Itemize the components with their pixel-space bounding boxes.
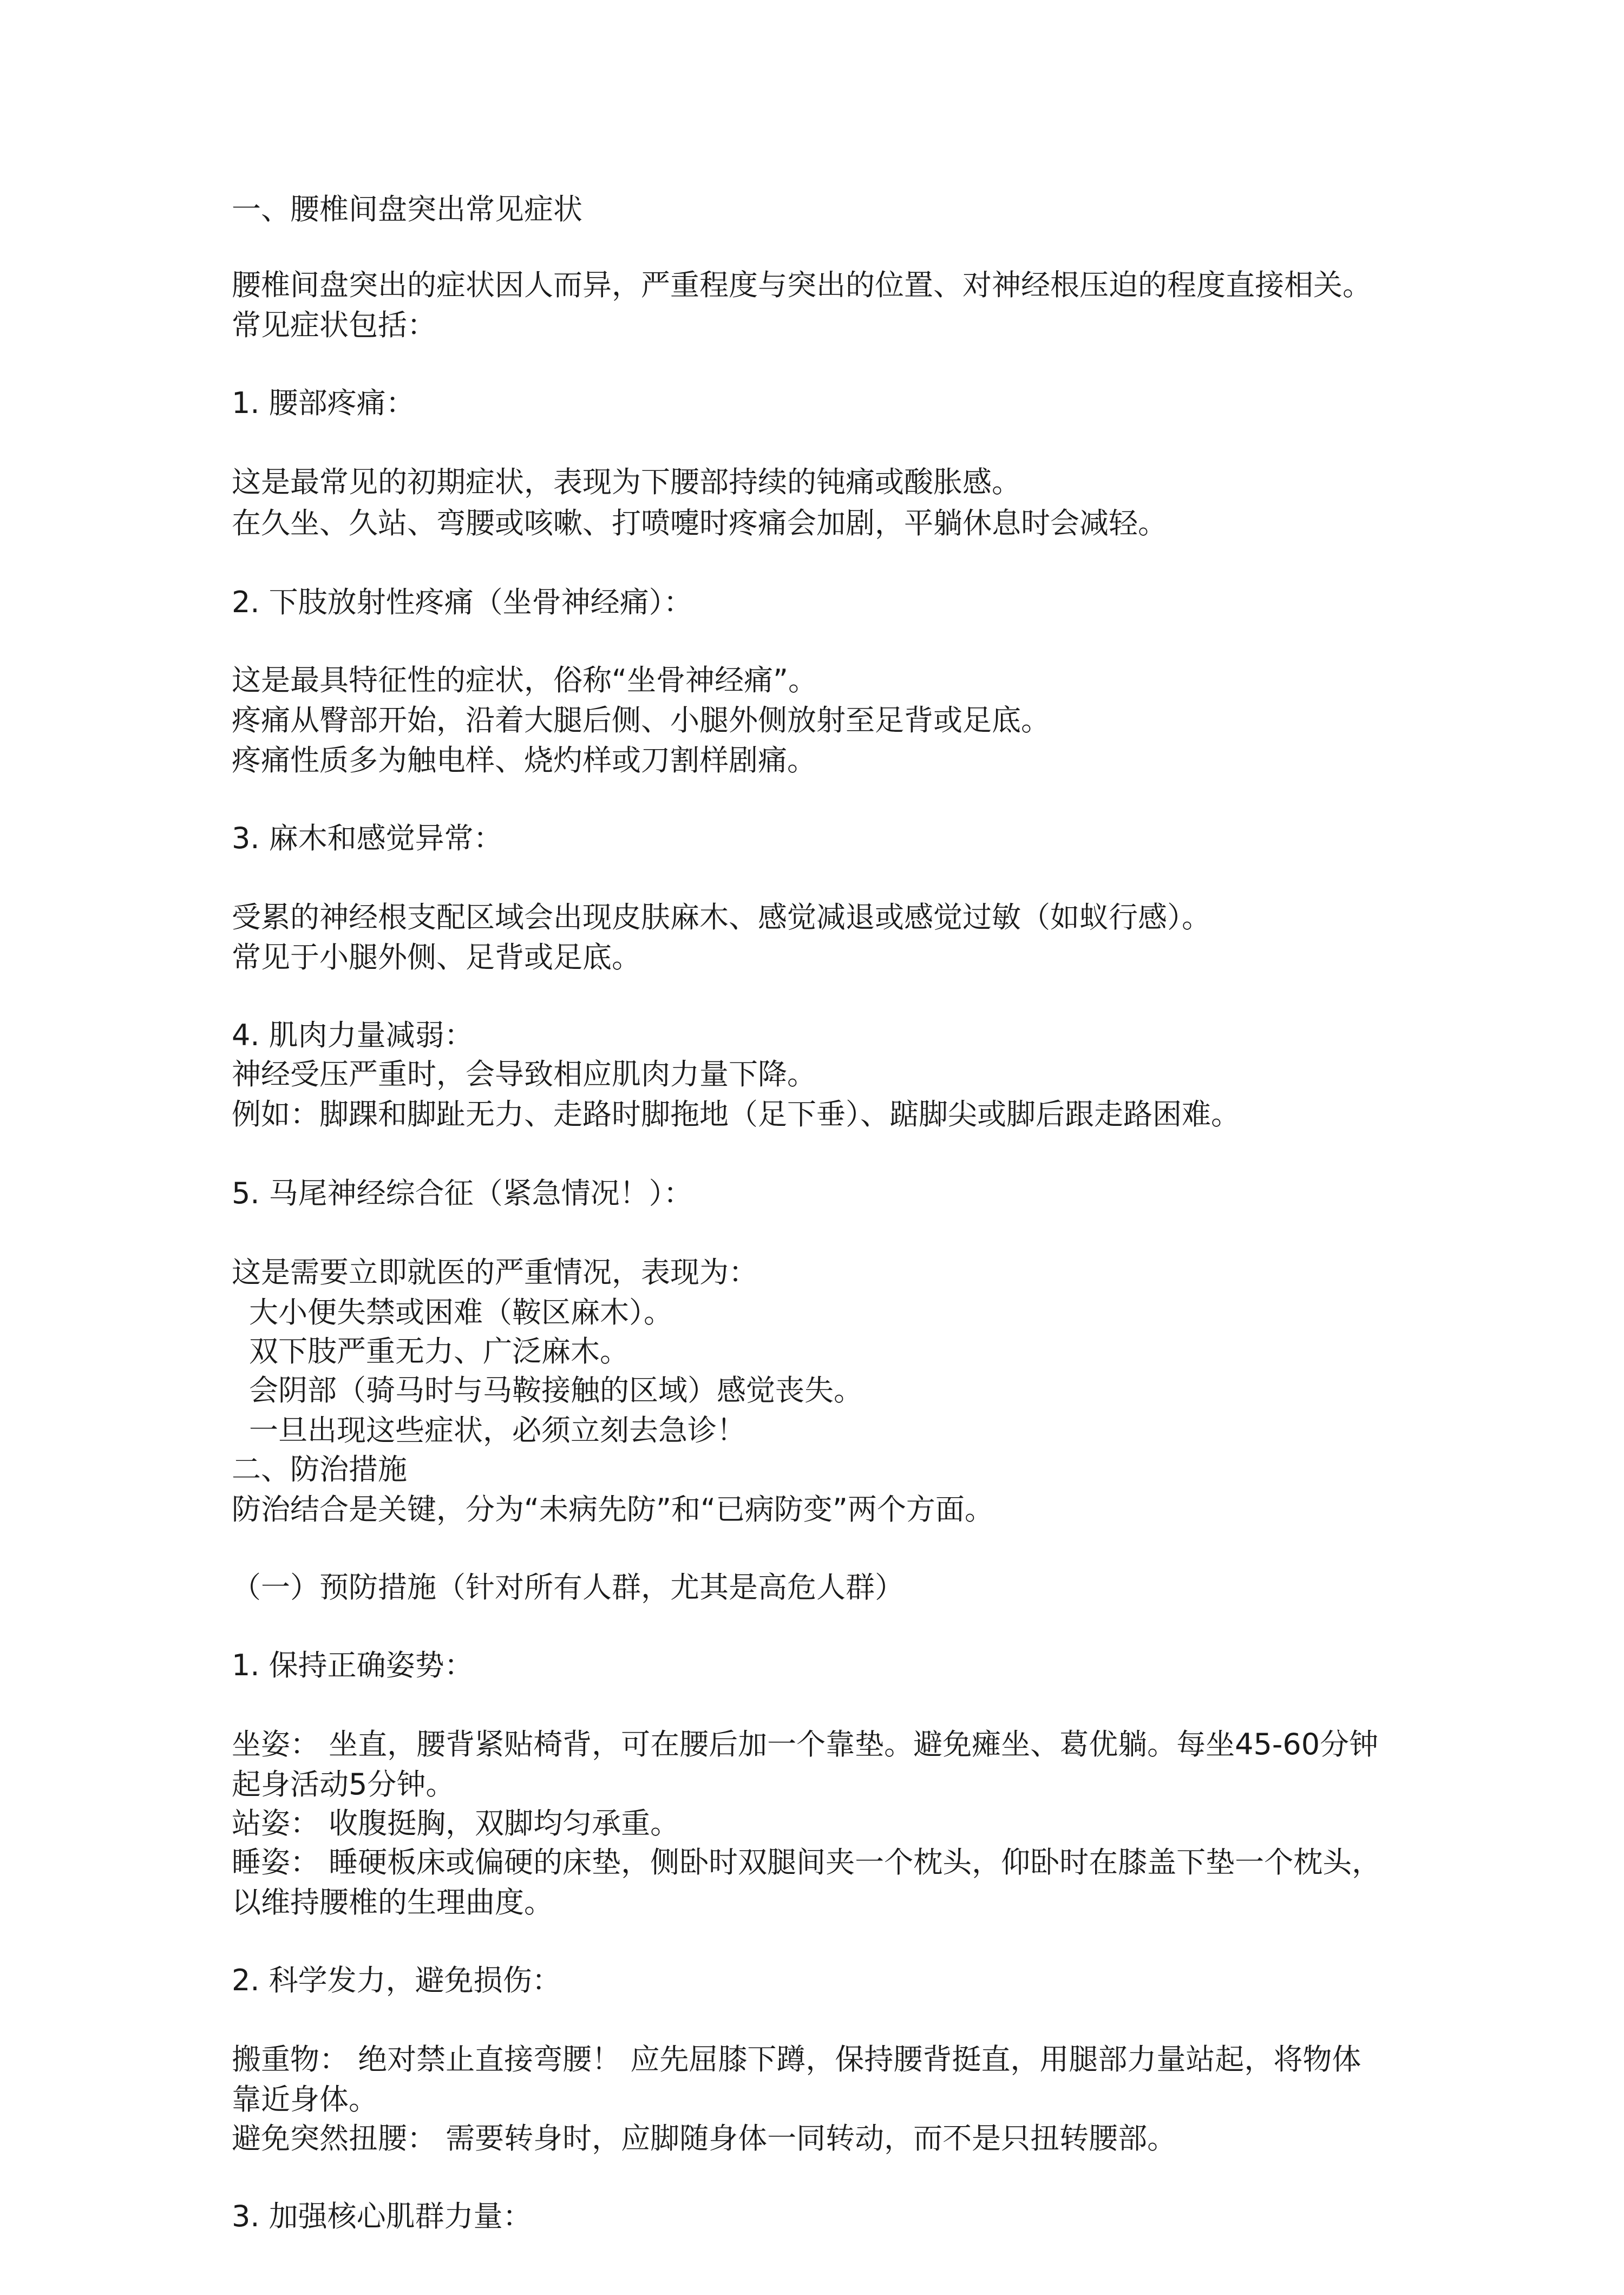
indented-line: 一旦出现这些症状，必须立刻去急诊！ <box>249 1413 746 1447</box>
symptom-heading-weakness: 4. 肌肉力量减弱： <box>232 1018 474 1052</box>
item-heading-posture: 1. 保持正确姿势： <box>232 1648 474 1682</box>
paragraph-line: 在久坐、久站、弯腰或咳嗽、打喷嚏时疼痛会加剧，平躺休息时会减轻。 <box>232 506 1167 540</box>
paragraph-line: 以维持腰椎的生理曲度。 <box>232 1885 553 1919</box>
section-heading-symptoms: 一、腰椎间盘突出常见症状 <box>232 192 582 226</box>
paragraph-line: 这是最常见的初期症状，表现为下腰部持续的钝痛或酸胀感。 <box>232 465 1021 499</box>
paragraph-line: 疼痛从臀部开始，沿着大腿后侧、小腿外侧放射至足背或足底。 <box>232 703 1050 737</box>
intro-paragraph-line: 腰椎间盘突出的症状因人而异，严重程度与突出的位置、对神经根压迫的程度直接相关。 <box>232 268 1372 302</box>
paragraph-line: 常见于小腿外侧、足背或足底。 <box>232 940 641 974</box>
subsection-heading: （一）预防措施（针对所有人群，尤其是高危人群） <box>232 1570 904 1604</box>
indented-line: 会阴部（骑马时与马鞍接触的区域）感觉丧失。 <box>249 1373 863 1407</box>
paragraph-line: 受累的神经根支配区域会出现皮肤麻木、感觉减退或感觉过敏（如蚁行感）。 <box>232 900 1211 934</box>
paragraph-line: 例如：脚踝和脚趾无力、走路时脚拖地（足下垂）、踮脚尖或脚后跟走路困难。 <box>232 1097 1240 1131</box>
symptom-heading-back-pain: 1. 腰部疼痛： <box>232 386 415 420</box>
indented-line: 大小便失禁或困难（鞍区麻木）。 <box>249 1295 673 1329</box>
paragraph-line: 起身活动5分钟。 <box>232 1767 455 1801</box>
paragraph-line: 这是需要立即就医的严重情况，表现为： <box>232 1255 758 1289</box>
paragraph-line: 坐姿： 坐直，腰背紧贴椅背，可在腰后加一个靠垫。避免瘫坐、葛优躺。每坐45-60分钟 <box>232 1727 1379 1761</box>
paragraph-line: 疼痛性质多为触电样、烧灼样或刀割样剧痛。 <box>232 743 816 777</box>
item-heading-core: 3. 加强核心肌群力量： <box>232 2199 532 2233</box>
paragraph-line: 站姿： 收腹挺胸，双脚均匀承重。 <box>232 1806 680 1840</box>
paragraph-line: 这是最具特征性的症状，俗称“坐骨神经痛”。 <box>232 663 817 697</box>
indented-line: 双下肢严重无力、广泛麻木。 <box>249 1334 629 1368</box>
paragraph-line: 睡姿： 睡硬板床或偏硬的床垫，侧卧时双腿间夹一个枕头，仰卧时在膝盖下垫一个枕头， <box>232 1845 1381 1879</box>
item-heading-lifting: 2. 科学发力，避免损伤： <box>232 1963 561 1997</box>
symptom-heading-cauda-equina: 5. 马尾神经综合征（紧急情况！）： <box>232 1176 693 1210</box>
paragraph-line: 防治结合是关键，分为“未病先防”和“已病防变”两个方面。 <box>232 1492 994 1526</box>
symptom-heading-sciatica: 2. 下肢放射性疼痛（坐骨神经痛）： <box>232 585 693 619</box>
paragraph-line: 避免突然扭腰： 需要转身时，应脚随身体一同转动，而不是只扭转腰部。 <box>232 2121 1177 2155</box>
section-heading-prevention: 二、防治措施 <box>232 1452 407 1486</box>
intro-paragraph-line: 常见症状包括： <box>232 308 436 342</box>
paragraph-line: 靠近身体。 <box>232 2082 378 2116</box>
symptom-heading-numbness: 3. 麻木和感觉异常： <box>232 821 503 855</box>
paragraph-line: 搬重物： 绝对禁止直接弯腰！ 应先屈膝下蹲，保持腰背挺直，用腿部力量站起，将物体 <box>232 2042 1361 2076</box>
paragraph-line: 神经受压严重时，会导致相应肌肉力量下降。 <box>232 1057 816 1091</box>
